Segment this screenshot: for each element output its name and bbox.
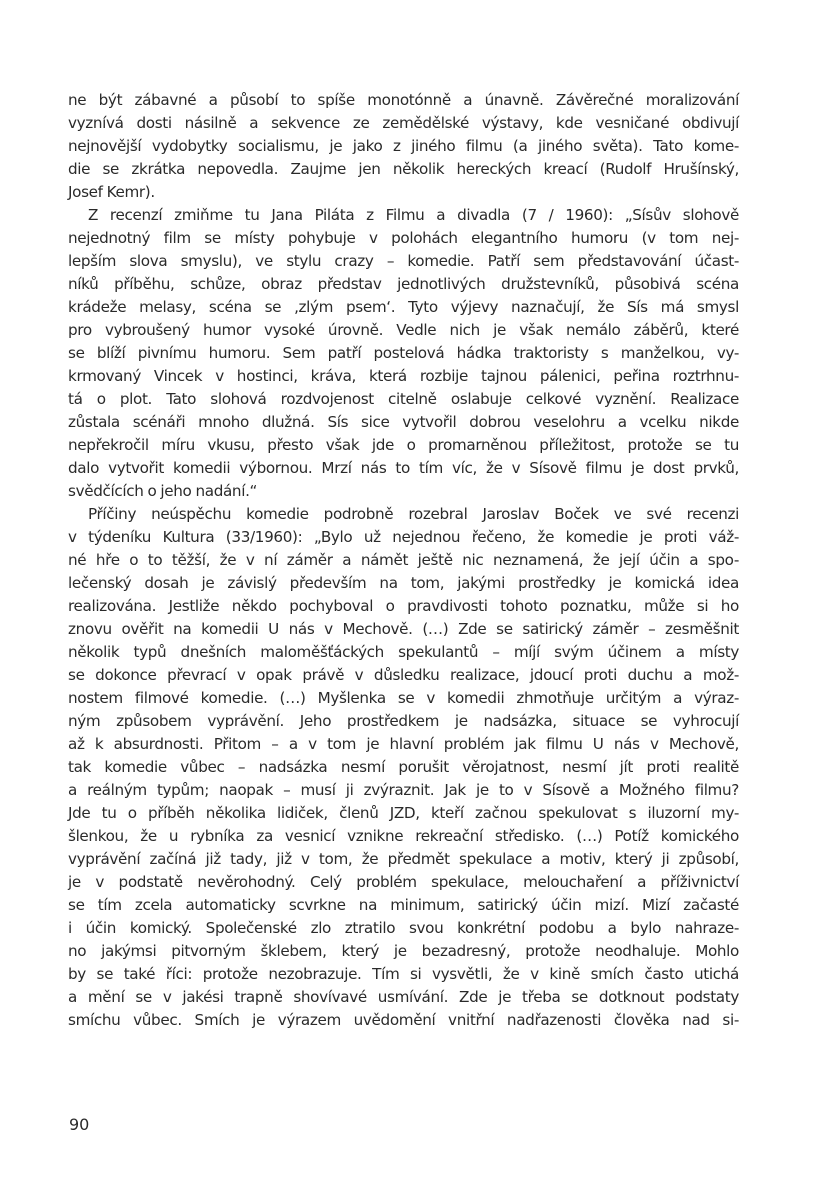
text-line: se blíží pivnímu humoru. Sem patří postelová hádka traktoristy s manželkou, vy- [68, 344, 739, 362]
text-line: a reálným typům; naopak – musí ji zvýraznit. Jak je to v Sísově a Možného filmu? [68, 781, 739, 799]
text-line: nejnovější vydobytky socialismu, je jako z jiného filmu (a jiného světa). Tato kome- [68, 137, 739, 155]
text-line: nostem filmové komedie. (…) Myšlenka se v komedii zhmotňuje určitým a výraz- [68, 689, 739, 707]
text-line: Příčiny neúspěchu komedie podrobně rozebral Jaroslav Boček ve své recenzi [88, 505, 739, 523]
text-line: no jakýmsi pitvorným šklebem, který je bezadresný, protože neodhaluje. Mohlo [68, 942, 739, 960]
text-line: ne být zábavné a působí to spíše monotónně a únavně. Závěrečné moralizování [68, 91, 739, 109]
text-line: je v podstatě nevěrohodný. Celý problém spekulace, melouchaření a příživnictví [68, 873, 739, 891]
paragraph-1 [68, 89, 739, 204]
text-line: znovu ověřit na komedii U nás v Mechově. (…) Zde se satirický záměr – zesměšnit [68, 620, 739, 638]
text-line: dalo vytvořit komedii výbornou. Mrzí nás to tím víc, že v Sísově filmu je dost prvků, [68, 459, 739, 477]
text-line: několik typů dnešních maloměšťáckých spekulantů – míjí svým účinem a místy [68, 643, 739, 661]
text-line: pro vybroušený humor vysoké úrovně. Vedle nich je však nemálo záběrů, které [68, 321, 739, 339]
text-line: níků příběhu, schůze, obraz představ jednotlivých družstevníků, působivá scéna [68, 275, 739, 293]
text-line: die se zkrátka nepovedla. Zaujme jen několik hereckých kreací (Rudolf Hrušínský, [68, 160, 739, 178]
page-number: 90 [69, 1115, 90, 1134]
text-line: lepším slova smyslu), ve stylu crazy – komedie. Patří sem představování účast- [68, 252, 739, 270]
text-line: lečenský dosah je závislý především na tom, jakými prostředky je komická idea [68, 574, 739, 592]
text-line: svědčících o jeho nadání.“ [68, 482, 258, 500]
text-line: i účin komický. Společenské zlo ztratilo svou konkrétní podobu a bylo nahraze- [68, 919, 739, 937]
text-line: smíchu vůbec. Smích je výrazem uvědomění vnitřní nadřazenosti člověka nad si- [68, 1011, 739, 1029]
text-line: se dokonce převrací v opak právě v důsledku realizace, jdoucí proti duchu a mož- [68, 666, 739, 684]
text-line: ným způsobem vyprávění. Jeho prostředkem je nadsázka, situace se vyhrocují [68, 712, 739, 730]
text-line: nejednotný film se místy pohybuje v polohách elegantního humoru (v tom nej- [68, 229, 739, 247]
text-line: Jde tu o příběh několika lidiček, členů JZD, kteří začnou spekulovat s iluzorní my- [68, 804, 739, 822]
text-line [68, 1055, 739, 1078]
text-line: šlenkou, že u rybníka za vesnicí vznikne rekreační středisko. (…) Potíž komického [68, 827, 739, 845]
text-line [68, 1032, 739, 1055]
text-line: by se také říci: protože nezobrazuje. Tím si vysvětli, že v kině smích často utichá [68, 965, 739, 983]
text-line: Josef Kemr). [68, 183, 155, 201]
text-line: vyznívá dosti násilně a sekvence ze zemědělské výstavy, kde vesničané obdivují [68, 114, 739, 132]
text-line: realizována. Jestliže někdo pochyboval o pravdivosti tohoto poznatku, může si ho [68, 597, 739, 615]
text-line: Z recenzí zmiňme tu Jana Piláta z Filmu a divadla (7 / 1960): „Sísův slohově [88, 206, 739, 224]
text-line: a mění se v jakési trapně shovívavé usmívání. Zde je třeba se dotknout podstaty [68, 988, 739, 1006]
text-line: vyprávění začíná již tady, již v tom, že předmět spekulace a motiv, který ji způsobí, [68, 850, 739, 868]
text-line: zůstala scénáři mnoho dlužná. Sís sice vytvořil dobrou veselohru a vcelku nikde [68, 413, 739, 431]
paragraph-2 [68, 204, 739, 503]
text-line: nepřekročil míru vkusu, přesto však jde o promarněnou příležitost, protože se tu [68, 436, 739, 454]
page-body [68, 89, 739, 1101]
text-line: krmovaný Vincek v hostinci, kráva, která rozbije tajnou pálenici, peřina roztrhnu- [68, 367, 739, 385]
text-line: až k absurdnosti. Přitom – a v tom je hlavní problém jak filmu U nás v Mechově, [68, 735, 739, 753]
paragraph-3 [68, 503, 739, 1101]
text-line [68, 1078, 739, 1101]
text-line: tak komedie vůbec – nadsázka nesmí porušit věrojatnost, nesmí jít proti realitě [68, 758, 739, 776]
text-line: né hře o to těžší, že v ní záměr a námět ještě nic neznamená, že její účin a spo- [68, 551, 739, 569]
text-line: v týdeníku Kultura (33/1960): „Bylo už nejednou řečeno, že komedie je proti váž- [68, 528, 739, 546]
text-line: tá o plot. Tato slohová rozdvojenost citelně oslabuje celkové vyznění. Realizace [68, 390, 739, 408]
text-line: krádeže melasy, scéna se ‚zlým psem‘. Tyto výjevy naznačují, že Sís má smysl [68, 298, 739, 316]
text-line: se tím zcela automaticky scvrkne na minimum, satirický účin mizí. Mizí začasté [68, 896, 739, 914]
